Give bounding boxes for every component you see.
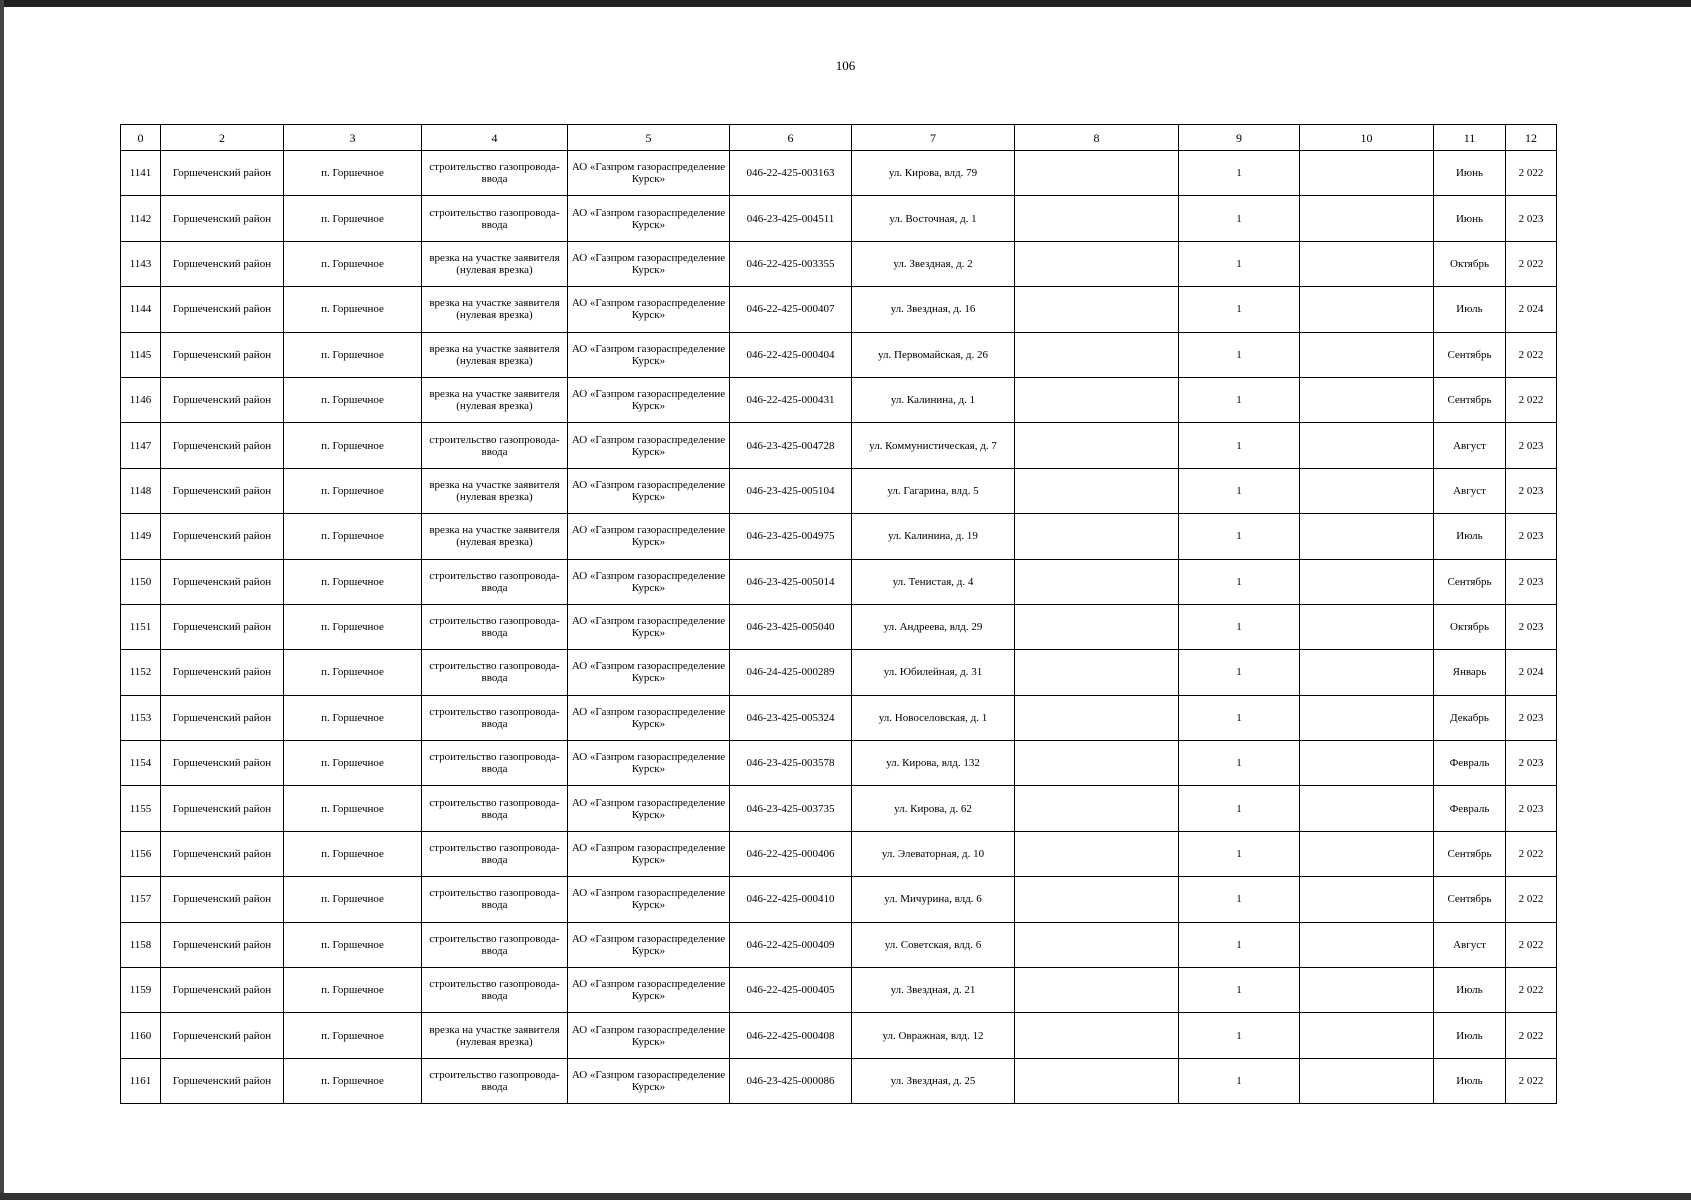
district-cell: Горшеченский район: [161, 604, 284, 649]
address-cell: ул. Звездная, д. 16: [852, 287, 1015, 332]
table-row: [121, 196, 1557, 241]
month-cell: Июль: [1434, 287, 1506, 332]
work-type-cell: строительство газопровода-ввода: [422, 831, 568, 876]
month-cell: Июнь: [1434, 196, 1506, 241]
district-cell: Горшеченский район: [161, 514, 284, 559]
district-cell: Горшеченский район: [161, 1013, 284, 1058]
row-number: 1150: [121, 559, 161, 604]
settlement-cell: п. Горшечное: [284, 423, 422, 468]
table-row: [121, 1013, 1557, 1058]
work-type-cell: врезка на участке заявителя (нулевая врезка): [422, 287, 568, 332]
month-cell: Июль: [1434, 1013, 1506, 1058]
object-code-cell: 046-22-425-000409: [730, 922, 852, 967]
row-number: 1152: [121, 650, 161, 695]
table-row: [121, 741, 1557, 786]
quantity-cell: 1: [1179, 831, 1300, 876]
object-code-cell: 046-22-425-000406: [730, 831, 852, 876]
month-cell: Август: [1434, 468, 1506, 513]
organization-cell: АО «Газпром газораспределение Курск»: [568, 650, 730, 695]
settlement-cell: п. Горшечное: [284, 741, 422, 786]
column-header: 5: [568, 125, 730, 151]
col8-cell: [1015, 468, 1179, 513]
month-cell: Октябрь: [1434, 604, 1506, 649]
scan-bottom-border: [0, 1193, 1691, 1200]
col10-cell: [1300, 241, 1434, 286]
address-cell: ул. Советская, влд. 6: [852, 922, 1015, 967]
month-cell: Январь: [1434, 650, 1506, 695]
district-cell: Горшеченский район: [161, 922, 284, 967]
col10-cell: [1300, 922, 1434, 967]
address-cell: ул. Звездная, д. 25: [852, 1058, 1015, 1103]
year-cell: 2 022: [1506, 1058, 1557, 1103]
object-code-cell: 046-23-425-003735: [730, 786, 852, 831]
year-cell: 2 023: [1506, 196, 1557, 241]
col8-cell: [1015, 877, 1179, 922]
quantity-cell: 1: [1179, 1058, 1300, 1103]
month-cell: Октябрь: [1434, 241, 1506, 286]
object-code-cell: 046-23-425-003578: [730, 741, 852, 786]
organization-cell: АО «Газпром газораспределение Курск»: [568, 741, 730, 786]
quantity-cell: 1: [1179, 514, 1300, 559]
col8-cell: [1015, 604, 1179, 649]
quantity-cell: 1: [1179, 196, 1300, 241]
work-type-cell: строительство газопровода-ввода: [422, 151, 568, 196]
col10-cell: [1300, 695, 1434, 740]
year-cell: 2 023: [1506, 741, 1557, 786]
settlement-cell: п. Горшечное: [284, 877, 422, 922]
col8-cell: [1015, 559, 1179, 604]
quantity-cell: 1: [1179, 1013, 1300, 1058]
col10-cell: [1300, 151, 1434, 196]
work-type-cell: строительство газопровода-ввода: [422, 741, 568, 786]
work-type-cell: строительство газопровода-ввода: [422, 196, 568, 241]
table-row: [121, 650, 1557, 695]
col10-cell: [1300, 468, 1434, 513]
object-code-cell: 046-23-425-005104: [730, 468, 852, 513]
year-cell: 2 024: [1506, 287, 1557, 332]
year-cell: 2 023: [1506, 786, 1557, 831]
table-row: [121, 786, 1557, 831]
col10-cell: [1300, 377, 1434, 422]
row-number: 1154: [121, 741, 161, 786]
organization-cell: АО «Газпром газораспределение Курск»: [568, 151, 730, 196]
object-code-cell: 046-23-425-004511: [730, 196, 852, 241]
month-cell: Сентябрь: [1434, 377, 1506, 422]
table-row: [121, 604, 1557, 649]
settlement-cell: п. Горшечное: [284, 151, 422, 196]
district-cell: Горшеченский район: [161, 151, 284, 196]
col10-cell: [1300, 332, 1434, 377]
row-number: 1145: [121, 332, 161, 377]
column-header: 4: [422, 125, 568, 151]
table-row: [121, 332, 1557, 377]
col8-cell: [1015, 786, 1179, 831]
year-cell: 2 023: [1506, 559, 1557, 604]
month-cell: Сентябрь: [1434, 332, 1506, 377]
object-code-cell: 046-22-425-003163: [730, 151, 852, 196]
row-number: 1153: [121, 695, 161, 740]
work-type-cell: строительство газопровода-ввода: [422, 604, 568, 649]
district-cell: Горшеченский район: [161, 241, 284, 286]
district-cell: Горшеченский район: [161, 377, 284, 422]
quantity-cell: 1: [1179, 423, 1300, 468]
column-header: 11: [1434, 125, 1506, 151]
district-cell: Горшеченский район: [161, 741, 284, 786]
col10-cell: [1300, 423, 1434, 468]
month-cell: Июнь: [1434, 151, 1506, 196]
district-cell: Горшеченский район: [161, 287, 284, 332]
address-cell: ул. Андреева, влд. 29: [852, 604, 1015, 649]
district-cell: Горшеченский район: [161, 332, 284, 377]
col8-cell: [1015, 968, 1179, 1013]
object-code-cell: 046-23-425-005324: [730, 695, 852, 740]
table-row: [121, 559, 1557, 604]
work-type-cell: строительство газопровода-ввода: [422, 1058, 568, 1103]
object-code-cell: 046-23-425-000086: [730, 1058, 852, 1103]
year-cell: 2 022: [1506, 377, 1557, 422]
month-cell: Февраль: [1434, 741, 1506, 786]
address-cell: ул. Восточная, д. 1: [852, 196, 1015, 241]
quantity-cell: 1: [1179, 741, 1300, 786]
year-cell: 2 023: [1506, 604, 1557, 649]
year-cell: 2 022: [1506, 332, 1557, 377]
column-header: 0: [121, 125, 161, 151]
district-cell: Горшеченский район: [161, 1058, 284, 1103]
year-cell: 2 022: [1506, 1013, 1557, 1058]
month-cell: Сентябрь: [1434, 559, 1506, 604]
table-row: [121, 468, 1557, 513]
address-cell: ул. Новоселовская, д. 1: [852, 695, 1015, 740]
organization-cell: АО «Газпром газораспределение Курск»: [568, 1013, 730, 1058]
work-type-cell: строительство газопровода-ввода: [422, 877, 568, 922]
organization-cell: АО «Газпром газораспределение Курск»: [568, 831, 730, 876]
col8-cell: [1015, 151, 1179, 196]
organization-cell: АО «Газпром газораспределение Курск»: [568, 423, 730, 468]
work-type-cell: врезка на участке заявителя (нулевая врезка): [422, 1013, 568, 1058]
object-code-cell: 046-23-425-005014: [730, 559, 852, 604]
quantity-cell: 1: [1179, 922, 1300, 967]
quantity-cell: 1: [1179, 877, 1300, 922]
object-code-cell: 046-22-425-000407: [730, 287, 852, 332]
address-cell: ул. Юбилейная, д. 31: [852, 650, 1015, 695]
table-row: [121, 151, 1557, 196]
settlement-cell: п. Горшечное: [284, 786, 422, 831]
work-type-cell: строительство газопровода-ввода: [422, 559, 568, 604]
row-number: 1144: [121, 287, 161, 332]
col10-cell: [1300, 196, 1434, 241]
district-cell: Горшеченский район: [161, 468, 284, 513]
organization-cell: АО «Газпром газораспределение Курск»: [568, 786, 730, 831]
address-cell: ул. Тенистая, д. 4: [852, 559, 1015, 604]
col10-cell: [1300, 559, 1434, 604]
organization-cell: АО «Газпром газораспределение Курск»: [568, 332, 730, 377]
month-cell: Сентябрь: [1434, 831, 1506, 876]
col10-cell: [1300, 968, 1434, 1013]
address-cell: ул. Кирова, влд. 79: [852, 151, 1015, 196]
settlement-cell: п. Горшечное: [284, 241, 422, 286]
month-cell: Декабрь: [1434, 695, 1506, 740]
quantity-cell: 1: [1179, 468, 1300, 513]
address-cell: ул. Калинина, д. 19: [852, 514, 1015, 559]
table-row: [121, 377, 1557, 422]
column-header: 7: [852, 125, 1015, 151]
object-code-cell: 046-22-425-000431: [730, 377, 852, 422]
organization-cell: АО «Газпром газораспределение Курск»: [568, 968, 730, 1013]
district-cell: Горшеченский район: [161, 650, 284, 695]
organization-cell: АО «Газпром газораспределение Курск»: [568, 377, 730, 422]
registry-table: [120, 124, 1557, 1104]
district-cell: Горшеченский район: [161, 877, 284, 922]
settlement-cell: п. Горшечное: [284, 968, 422, 1013]
settlement-cell: п. Горшечное: [284, 514, 422, 559]
year-cell: 2 023: [1506, 423, 1557, 468]
table-header: [121, 125, 1557, 151]
year-cell: 2 022: [1506, 241, 1557, 286]
quantity-cell: 1: [1179, 151, 1300, 196]
month-cell: Июль: [1434, 968, 1506, 1013]
work-type-cell: врезка на участке заявителя (нулевая врезка): [422, 241, 568, 286]
col10-cell: [1300, 287, 1434, 332]
address-cell: ул. Первомайская, д. 26: [852, 332, 1015, 377]
object-code-cell: 046-22-425-003355: [730, 241, 852, 286]
row-number: 1157: [121, 877, 161, 922]
column-header: 3: [284, 125, 422, 151]
settlement-cell: п. Горшечное: [284, 831, 422, 876]
settlement-cell: п. Горшечное: [284, 1058, 422, 1103]
settlement-cell: п. Горшечное: [284, 468, 422, 513]
work-type-cell: врезка на участке заявителя (нулевая врезка): [422, 514, 568, 559]
col8-cell: [1015, 1058, 1179, 1103]
settlement-cell: п. Горшечное: [284, 1013, 422, 1058]
settlement-cell: п. Горшечное: [284, 559, 422, 604]
work-type-cell: строительство газопровода-ввода: [422, 695, 568, 740]
year-cell: 2 023: [1506, 695, 1557, 740]
col10-cell: [1300, 604, 1434, 649]
col10-cell: [1300, 1058, 1434, 1103]
quantity-cell: 1: [1179, 968, 1300, 1013]
address-cell: ул. Калинина, д. 1: [852, 377, 1015, 422]
work-type-cell: врезка на участке заявителя (нулевая врезка): [422, 377, 568, 422]
district-cell: Горшеченский район: [161, 423, 284, 468]
col8-cell: [1015, 695, 1179, 740]
address-cell: ул. Звездная, д. 21: [852, 968, 1015, 1013]
work-type-cell: врезка на участке заявителя (нулевая врезка): [422, 332, 568, 377]
row-number: 1159: [121, 968, 161, 1013]
col8-cell: [1015, 196, 1179, 241]
year-cell: 2 022: [1506, 922, 1557, 967]
district-cell: Горшеченский район: [161, 695, 284, 740]
row-number: 1143: [121, 241, 161, 286]
organization-cell: АО «Газпром газораспределение Курск»: [568, 1058, 730, 1103]
month-cell: Август: [1434, 423, 1506, 468]
col10-cell: [1300, 877, 1434, 922]
column-header: 12: [1506, 125, 1557, 151]
year-cell: 2 022: [1506, 877, 1557, 922]
column-header: 2: [161, 125, 284, 151]
address-cell: ул. Гагарина, влд. 5: [852, 468, 1015, 513]
object-code-cell: 046-22-425-000405: [730, 968, 852, 1013]
column-header: 6: [730, 125, 852, 151]
year-cell: 2 024: [1506, 650, 1557, 695]
settlement-cell: п. Горшечное: [284, 377, 422, 422]
quantity-cell: 1: [1179, 695, 1300, 740]
col8-cell: [1015, 377, 1179, 422]
row-number: 1146: [121, 377, 161, 422]
month-cell: Август: [1434, 922, 1506, 967]
quantity-cell: 1: [1179, 377, 1300, 422]
work-type-cell: строительство газопровода-ввода: [422, 968, 568, 1013]
address-cell: ул. Мичурина, влд. 6: [852, 877, 1015, 922]
organization-cell: АО «Газпром газораспределение Курск»: [568, 468, 730, 513]
organization-cell: АО «Газпром газораспределение Курск»: [568, 695, 730, 740]
organization-cell: АО «Газпром газораспределение Курск»: [568, 514, 730, 559]
object-code-cell: 046-22-425-000410: [730, 877, 852, 922]
col8-cell: [1015, 287, 1179, 332]
district-cell: Горшеченский район: [161, 786, 284, 831]
month-cell: Февраль: [1434, 786, 1506, 831]
quantity-cell: 1: [1179, 786, 1300, 831]
object-code-cell: 046-23-425-005040: [730, 604, 852, 649]
header-row: [121, 125, 1557, 151]
col8-cell: [1015, 741, 1179, 786]
quantity-cell: 1: [1179, 287, 1300, 332]
organization-cell: АО «Газпром газораспределение Курск»: [568, 241, 730, 286]
month-cell: Июль: [1434, 1058, 1506, 1103]
address-cell: ул. Звездная, д. 2: [852, 241, 1015, 286]
row-number: 1147: [121, 423, 161, 468]
work-type-cell: строительство газопровода-ввода: [422, 786, 568, 831]
address-cell: ул. Коммунистическая, д. 7: [852, 423, 1015, 468]
row-number: 1155: [121, 786, 161, 831]
col8-cell: [1015, 650, 1179, 695]
row-number: 1142: [121, 196, 161, 241]
district-cell: Горшеченский район: [161, 559, 284, 604]
table-row: [121, 877, 1557, 922]
organization-cell: АО «Газпром газораспределение Курск»: [568, 196, 730, 241]
row-number: 1149: [121, 514, 161, 559]
settlement-cell: п. Горшечное: [284, 650, 422, 695]
table-row: [121, 514, 1557, 559]
quantity-cell: 1: [1179, 559, 1300, 604]
work-type-cell: строительство газопровода-ввода: [422, 922, 568, 967]
table-row: [121, 1058, 1557, 1103]
table-row: [121, 831, 1557, 876]
settlement-cell: п. Горшечное: [284, 287, 422, 332]
district-cell: Горшеченский район: [161, 968, 284, 1013]
work-type-cell: строительство газопровода-ввода: [422, 650, 568, 695]
organization-cell: АО «Газпром газораспределение Курск»: [568, 559, 730, 604]
address-cell: ул. Овражная, влд. 12: [852, 1013, 1015, 1058]
table-row: [121, 695, 1557, 740]
col10-cell: [1300, 741, 1434, 786]
organization-cell: АО «Газпром газораспределение Курск»: [568, 877, 730, 922]
column-header: 9: [1179, 125, 1300, 151]
quantity-cell: 1: [1179, 332, 1300, 377]
work-type-cell: врезка на участке заявителя (нулевая врезка): [422, 468, 568, 513]
table-body: [121, 151, 1557, 1104]
scan-top-border: [0, 0, 1691, 7]
col8-cell: [1015, 332, 1179, 377]
quantity-cell: 1: [1179, 650, 1300, 695]
table-row: [121, 968, 1557, 1013]
row-number: 1141: [121, 151, 161, 196]
page-number: 106: [835, 58, 856, 73]
district-cell: Горшеченский район: [161, 196, 284, 241]
quantity-cell: 1: [1179, 604, 1300, 649]
year-cell: 2 022: [1506, 151, 1557, 196]
settlement-cell: п. Горшечное: [284, 695, 422, 740]
object-code-cell: 046-22-425-000404: [730, 332, 852, 377]
col10-cell: [1300, 786, 1434, 831]
address-cell: ул. Кирова, влд. 132: [852, 741, 1015, 786]
col8-cell: [1015, 922, 1179, 967]
col10-cell: [1300, 831, 1434, 876]
year-cell: 2 022: [1506, 968, 1557, 1013]
month-cell: Июль: [1434, 514, 1506, 559]
district-cell: Горшеченский район: [161, 831, 284, 876]
table-row: [121, 922, 1557, 967]
settlement-cell: п. Горшечное: [284, 604, 422, 649]
organization-cell: АО «Газпром газораспределение Курск»: [568, 604, 730, 649]
object-code-cell: 046-23-425-004728: [730, 423, 852, 468]
col8-cell: [1015, 514, 1179, 559]
quantity-cell: 1: [1179, 241, 1300, 286]
settlement-cell: п. Горшечное: [284, 332, 422, 377]
column-header: 8: [1015, 125, 1179, 151]
settlement-cell: п. Горшечное: [284, 196, 422, 241]
year-cell: 2 022: [1506, 831, 1557, 876]
settlement-cell: п. Горшечное: [284, 922, 422, 967]
col8-cell: [1015, 831, 1179, 876]
table-row: [121, 287, 1557, 332]
row-number: 1148: [121, 468, 161, 513]
organization-cell: АО «Газпром газораспределение Курск»: [568, 922, 730, 967]
month-cell: Сентябрь: [1434, 877, 1506, 922]
row-number: 1161: [121, 1058, 161, 1103]
col10-cell: [1300, 650, 1434, 695]
col8-cell: [1015, 423, 1179, 468]
work-type-cell: строительство газопровода-ввода: [422, 423, 568, 468]
address-cell: ул. Элеваторная, д. 10: [852, 831, 1015, 876]
row-number: 1156: [121, 831, 161, 876]
object-code-cell: 046-24-425-000289: [730, 650, 852, 695]
object-code-cell: 046-23-425-004975: [730, 514, 852, 559]
col10-cell: [1300, 1013, 1434, 1058]
row-number: 1160: [121, 1013, 161, 1058]
column-header: 10: [1300, 125, 1434, 151]
scan-left-border: [0, 0, 4, 1200]
table-row: [121, 423, 1557, 468]
col8-cell: [1015, 1013, 1179, 1058]
address-cell: ул. Кирова, д. 62: [852, 786, 1015, 831]
object-code-cell: 046-22-425-000408: [730, 1013, 852, 1058]
organization-cell: АО «Газпром газораспределение Курск»: [568, 287, 730, 332]
year-cell: 2 023: [1506, 514, 1557, 559]
row-number: 1158: [121, 922, 161, 967]
year-cell: 2 023: [1506, 468, 1557, 513]
col8-cell: [1015, 241, 1179, 286]
col10-cell: [1300, 514, 1434, 559]
row-number: 1151: [121, 604, 161, 649]
table-row: [121, 241, 1557, 286]
